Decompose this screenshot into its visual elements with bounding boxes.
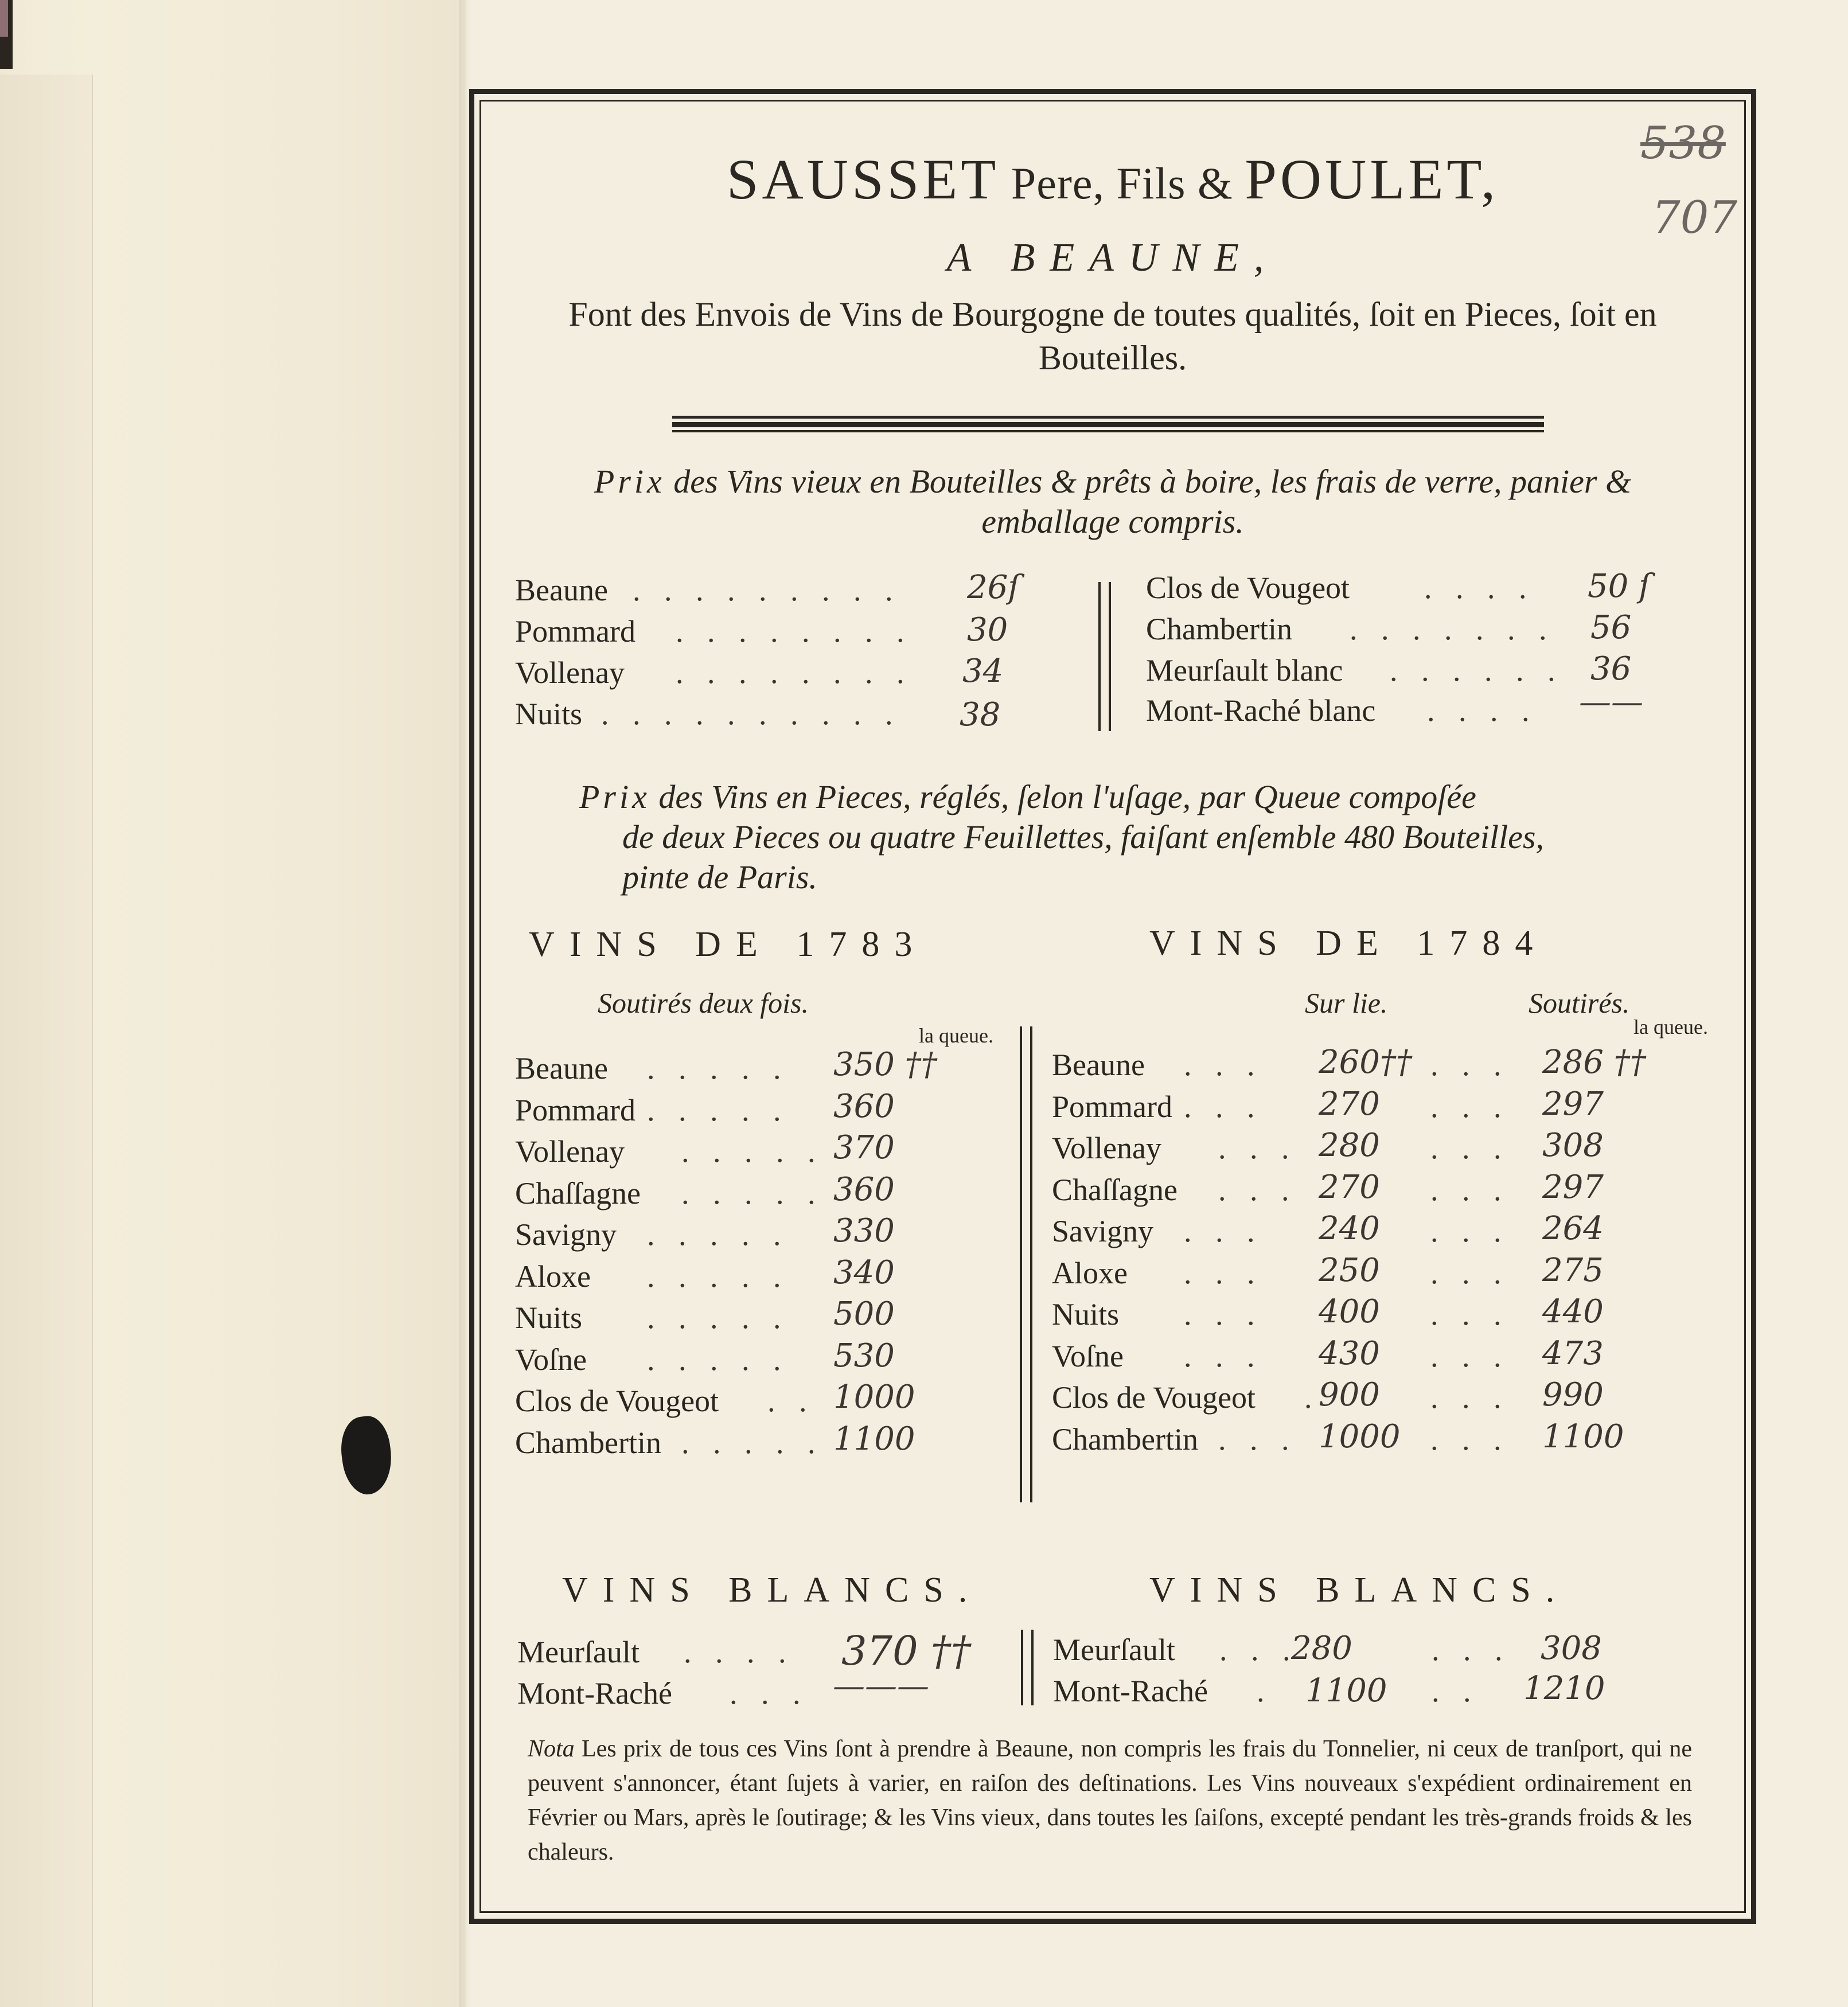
wine-name: Clos de Vougeot — [1146, 571, 1350, 605]
leader-dots: . . . — [1184, 1338, 1263, 1373]
wine-name: Mont-Raché — [517, 1676, 672, 1711]
wine-name: Savigny — [1052, 1214, 1154, 1248]
pieces-heading-line1 — [579, 778, 1476, 815]
wine-name: Chambertin — [1146, 612, 1292, 646]
price: 30 — [967, 611, 1008, 649]
unit-la-queue-right: la queue. — [1633, 1016, 1708, 1038]
catalogue-number: 707 — [1652, 192, 1737, 244]
price: ——— — [833, 1668, 929, 1705]
price-sur-lie: 270 — [1319, 1168, 1380, 1206]
wine-name: Vollenay — [1052, 1131, 1161, 1165]
leader-dots: . . . — [730, 1676, 809, 1711]
wine-name: Pommard — [515, 1092, 636, 1127]
leader-dots: . . . . . — [681, 1176, 824, 1211]
leader-dots: . . . — [1219, 1633, 1299, 1667]
leader-dots: . . . . . . . — [1350, 612, 1555, 646]
pieces-heading-text: des Vins en Pieces, réglés, ſelon l'uſage, par Queue compoſée — [650, 778, 1476, 815]
leader-dots: . . . — [1218, 1422, 1297, 1457]
column-header-sur-lie: Sur lie. — [1305, 987, 1388, 1019]
price: 360 — [833, 1087, 895, 1125]
price-sur-lie: 900 — [1319, 1376, 1380, 1414]
price: 36 — [1590, 650, 1632, 688]
leader-dots: . . — [1432, 1674, 1479, 1708]
price-sur-lie: 270 — [1319, 1085, 1380, 1123]
pieces-heading-line2: de deux Pieces ou quatre Feuillettes, faiſant enſemble 480 Bouteilles, — [622, 818, 1544, 856]
page-subtitle: A BEAUNE, — [946, 236, 1279, 280]
leader-dots: . . . . — [684, 1635, 794, 1669]
wine-name: Meurſault — [1053, 1633, 1175, 1667]
price: 340 — [833, 1254, 895, 1291]
nota-label: Nota — [528, 1736, 575, 1762]
title-sausset: SAUSSET — [726, 147, 1000, 211]
bottles-heading — [568, 462, 1658, 542]
price-sur-lie: 1000 — [1319, 1418, 1401, 1455]
crossed-catalogue-number: 538 — [1640, 118, 1726, 169]
leader-dots: . . . . . . — [1390, 653, 1564, 688]
wine-name: Mont-Raché blanc — [1146, 693, 1376, 728]
leader-dots: . — [1304, 1380, 1320, 1415]
price: 26ſ — [967, 569, 1020, 606]
leader-dots: . . . — [1430, 1380, 1510, 1415]
leader-dots: . . . — [1184, 1089, 1263, 1124]
leader-dots: . . . — [1430, 1255, 1510, 1290]
vins-1784-title: VINS DE 1784 — [1149, 924, 1548, 963]
price: 370 †† — [841, 1627, 971, 1674]
leader-dots: . . . — [1432, 1633, 1511, 1667]
wine-name: Meurſault blanc — [1146, 653, 1343, 688]
leader-dots: . . . . . . . . . . — [601, 697, 901, 731]
leader-dots: . . . . . — [647, 1092, 789, 1127]
price-sur-lie: 400 — [1319, 1293, 1380, 1330]
wine-name: Aloxe — [1052, 1255, 1128, 1290]
price-soutires: 275 — [1542, 1251, 1604, 1289]
pieces-heading-line3: pinte de Paris. — [622, 858, 817, 896]
price: 1100 — [833, 1420, 915, 1458]
price-sur-lie: 430 — [1319, 1334, 1380, 1372]
wine-name: Chaſſagne — [515, 1176, 641, 1211]
blancs-column-divider — [1021, 1630, 1034, 1705]
price-soutires: 1210 — [1523, 1670, 1605, 1707]
leader-dots: . . . — [1430, 1214, 1510, 1248]
divider-rule-top — [672, 416, 1544, 419]
wine-name: Pommard — [515, 614, 636, 649]
wine-name: Voſne — [515, 1342, 587, 1377]
price-soutires: 440 — [1542, 1293, 1604, 1330]
leader-dots: . . . . . — [647, 1217, 789, 1252]
leader-dots: . — [1257, 1674, 1273, 1708]
leader-dots: . . — [767, 1384, 815, 1418]
price-soutires: 286 †† — [1542, 1044, 1646, 1081]
leader-dots: . . . . . — [681, 1425, 824, 1460]
unit-la-queue-left: la queue. — [919, 1024, 993, 1047]
vins-blancs-right-title: VINS BLANCS. — [1149, 1571, 1570, 1610]
leader-dots: . . . . . — [647, 1301, 789, 1335]
price-sur-lie: 1100 — [1305, 1672, 1387, 1709]
wine-name: Beaune — [1052, 1048, 1145, 1082]
title-poulet: POULET, — [1245, 147, 1499, 211]
leader-dots: . . . . . — [647, 1342, 789, 1377]
price: 350 †† — [833, 1046, 937, 1083]
title-pere-fils: Pere, Fils & — [999, 158, 1245, 208]
price: 360 — [833, 1170, 895, 1208]
leader-dots: . . . — [1430, 1297, 1510, 1332]
leader-dots: . . . — [1430, 1172, 1510, 1207]
leader-dots: . . . — [1184, 1214, 1263, 1248]
leader-dots: . . . — [1430, 1422, 1510, 1457]
price: 1000 — [833, 1379, 915, 1416]
price-soutires: 297 — [1542, 1085, 1604, 1123]
bottles-heading-cap: Prix — [594, 463, 665, 500]
bottles-heading-rest: des Vins vieux en Bouteilles & prêts à boire, les frais de verre, panier & emballage compris. — [665, 463, 1632, 540]
leader-dots: . . . — [1430, 1131, 1510, 1165]
price-soutires: 990 — [1542, 1376, 1604, 1414]
wine-name: Pommard — [1052, 1089, 1172, 1124]
wine-name: Mont-Raché — [1053, 1674, 1208, 1708]
price-soutires: 297 — [1542, 1168, 1604, 1206]
wine-name: Nuits — [515, 697, 583, 731]
leader-dots: . . . — [1184, 1048, 1263, 1082]
leader-dots: . . . — [1430, 1338, 1510, 1373]
bottles-column-divider — [1098, 582, 1111, 731]
leader-dots: . . . — [1184, 1255, 1263, 1290]
wine-name: Clos de Vougeot — [515, 1384, 719, 1418]
wine-name: Savigny — [515, 1217, 617, 1252]
leader-dots: . . . . — [1427, 693, 1538, 728]
leader-dots: . . . — [1218, 1172, 1297, 1207]
column-header-soutires: Soutirés. — [1529, 987, 1630, 1019]
price: 56 — [1590, 609, 1632, 646]
price: 330 — [833, 1212, 895, 1250]
wine-name: Vollenay — [515, 655, 625, 690]
price-sur-lie: 240 — [1319, 1210, 1380, 1247]
wine-name: Clos de Vougeot — [1052, 1380, 1256, 1415]
leader-dots: . . . . . . . . . — [633, 573, 901, 607]
price: 530 — [833, 1337, 895, 1375]
price: 34 — [962, 653, 1004, 690]
wine-name: Chambertin — [1052, 1422, 1198, 1457]
wine-name: Aloxe — [515, 1259, 591, 1294]
divider-rule-middle — [672, 422, 1544, 427]
price-soutires: 473 — [1542, 1334, 1604, 1372]
wine-name: Beaune — [515, 573, 608, 607]
leader-dots: . . . . . — [681, 1134, 824, 1169]
price: 50 ſ — [1588, 568, 1651, 605]
page-title — [479, 146, 1746, 212]
pieces-heading-cap: Prix — [579, 778, 650, 815]
pencil-mark — [0, 0, 8, 37]
leader-dots: . . . . . . . . — [676, 614, 913, 649]
price: 38 — [960, 696, 1001, 733]
leader-dots: . . . — [1430, 1089, 1510, 1124]
price: 500 — [833, 1295, 895, 1333]
vintage-column-divider — [1020, 1026, 1032, 1502]
binding-strip — [0, 75, 93, 2007]
vins-blancs-left-title: VINS BLANCS. — [562, 1571, 983, 1610]
leader-dots: . . . . . — [647, 1051, 789, 1086]
leader-dots: . . . . — [1424, 571, 1535, 605]
wine-name: Chambertin — [515, 1425, 661, 1460]
column-header-soutires-deux-fois: Soutirés deux fois. — [598, 987, 809, 1019]
leader-dots: . . . . . — [647, 1259, 789, 1294]
wine-name: Beaune — [515, 1051, 608, 1086]
wine-name: Meurſault — [517, 1635, 640, 1669]
wine-name: Vollenay — [515, 1134, 625, 1169]
price-soutires: 308 — [1542, 1127, 1604, 1164]
price-sur-lie: 280 — [1291, 1630, 1352, 1667]
price: 370 — [833, 1129, 895, 1166]
leader-dots: . . . — [1218, 1131, 1297, 1165]
price-sur-lie: 250 — [1319, 1251, 1380, 1289]
divider-rule-bottom — [672, 430, 1544, 432]
leader-dots: . . . — [1184, 1297, 1263, 1332]
wine-name: Nuits — [1052, 1297, 1120, 1332]
price-soutires: 1100 — [1542, 1418, 1624, 1455]
price-sur-lie: 260†† — [1319, 1044, 1412, 1081]
price-sur-lie: 280 — [1319, 1127, 1380, 1164]
price-soutires: 308 — [1541, 1630, 1602, 1667]
pieces-heading — [579, 777, 1652, 897]
nota-text: Les prix de tous ces Vins ſont à prendre à Beaune, non compris les frais du Tonnelier, ni ceux de tranſport, qui ne peuvent s'annoncer, étant ſujets à varier, en raiſon des deſtinations. Les Vins nouveaux s'expédient ordinairement en Février ou Mars, après le ſoutirage; & les Vins vieux, dans toutes les ſaiſons, excepté pendant les très-grands froids & les chaleurs. — [528, 1736, 1692, 1865]
leader-dots: . . . . . . . . — [676, 655, 913, 690]
leader-dots: . . . — [1430, 1048, 1510, 1082]
price: —— — [1579, 684, 1643, 721]
nota-paragraph — [528, 1732, 1692, 1869]
intro-text: Font des Envois de Vins de Bourgogne de toutes qualités, ſoit en Pieces, ſoit en Bouteilles. — [568, 295, 1657, 377]
wine-name: Voſne — [1052, 1338, 1124, 1373]
wine-name: Chaſſagne — [1052, 1172, 1178, 1207]
vins-1783-title: VINS DE 1783 — [529, 925, 927, 964]
price-soutires: 264 — [1542, 1210, 1604, 1247]
wine-name: Nuits — [515, 1301, 583, 1335]
